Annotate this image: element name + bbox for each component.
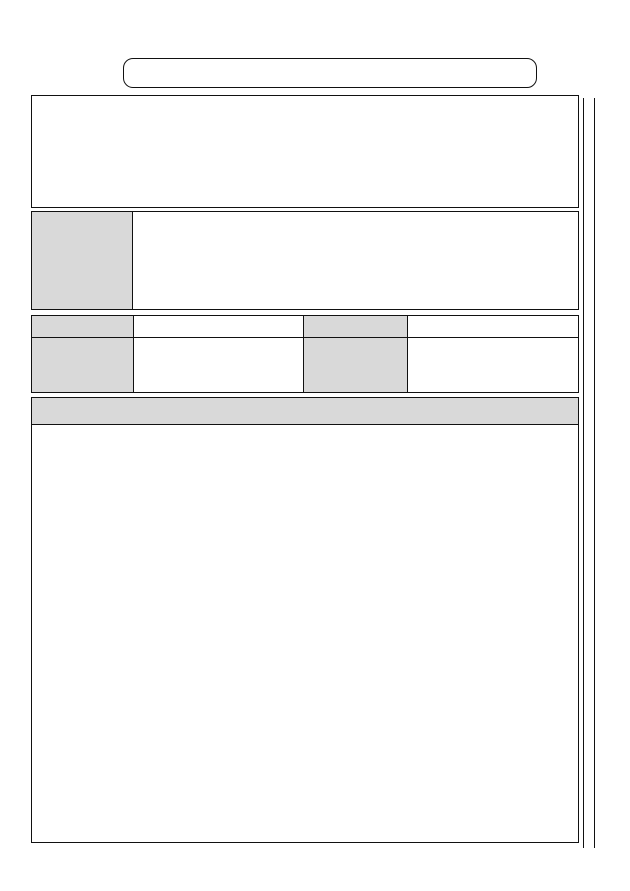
evaluation-table [31, 397, 579, 843]
course-label [32, 316, 134, 338]
evaluation-header [32, 398, 578, 425]
evaluation-header-label [60, 398, 442, 424]
page-title [123, 58, 537, 88]
course-input[interactable] [134, 316, 304, 338]
teacher-label [32, 338, 134, 392]
notes-box [31, 211, 579, 310]
code-label [304, 338, 408, 392]
grade-label [304, 316, 408, 338]
code-options [408, 338, 578, 392]
grade-options [408, 316, 578, 338]
intro-box [31, 95, 579, 208]
teacher-input[interactable] [134, 338, 304, 392]
notes-label [32, 212, 133, 309]
scan-strip [583, 98, 595, 848]
info-table [31, 315, 579, 393]
